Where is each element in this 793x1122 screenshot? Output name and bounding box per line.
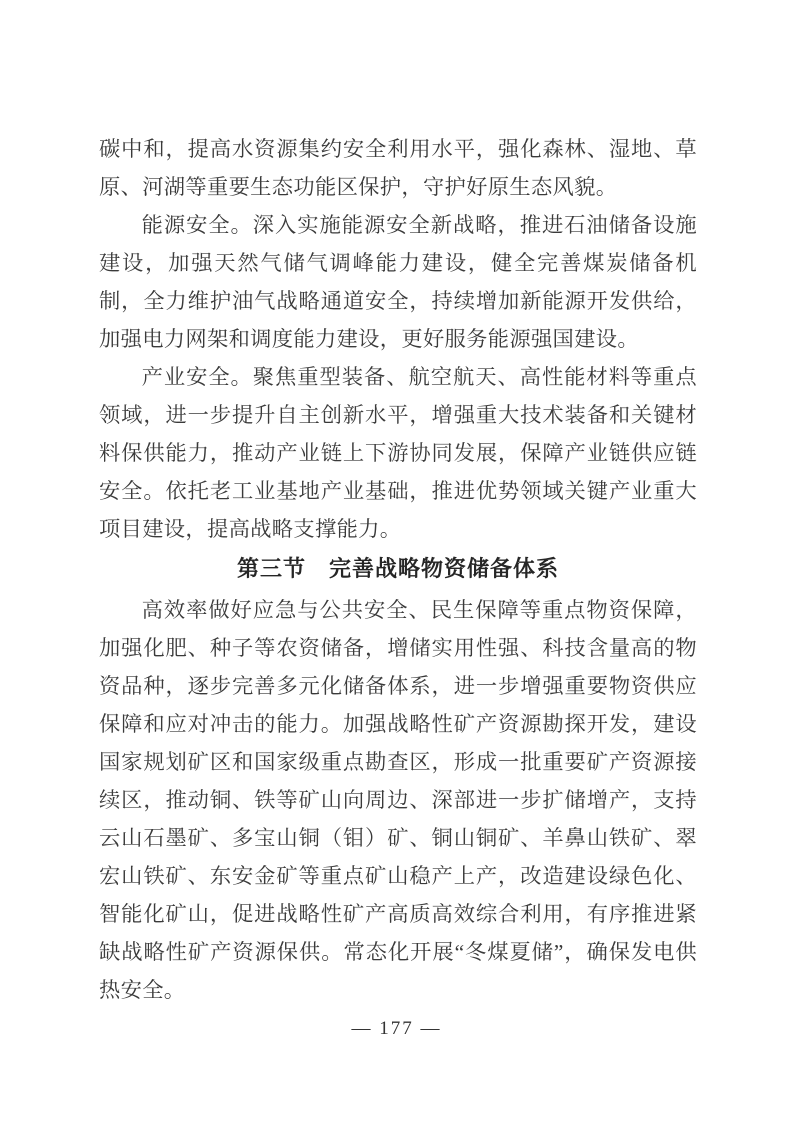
page-number: — 177 —: [351, 1018, 442, 1039]
paragraph-carbon-neutral-continuation: 碳中和，提高水资源集约安全利用水平，强化森林、湿地、草原、河湖等重要生态功能区保护，守护好原生态风貌。: [99, 137, 697, 199]
paragraph-strategic-material-reserves: 高效率做好应急与公共安全、民生保障等重点物资保障，加强化肥、种子等农资储备，增储实用性强、科技含量高的物资品种，逐步完善多元化储备体系，进一步增强重要物资供应保障和应对冲击的能力。加强战略性矿产资源勘探开发，建设国家规划矿区和国家级重点勘查区，形成一批重要矿产资源接续区，推动铜、铁等矿山向周边、深部进一步扩储增产，支持云山石墨矿、多宝山铜（钼）矿、铜山铜矿、羊鼻山铁矿、翠宏山铁矿、东安金矿等重点矿山稳产上产，改造建设绿色化、智能化矿山，促进战略性矿产高质高效综合利用，有序推进紧缺战略性矿产资源保供。常态化开展“冬煤夏储”，确保发电供热安全。: [99, 598, 697, 1002]
section-heading: 第三节 完善战略物资储备体系: [236, 556, 559, 581]
paragraph-industry-security: 产业安全。聚焦重型装备、航空航天、高性能材料等重点领域，进一步提升自主创新水平，增强重大技术装备和关键材料保供能力，推动产业链上下游协同发展，保障产业链供应链安全。依托老工业基地产业基础，推进优势领域关键产业重大项目建设，提高战略支撑能力。: [99, 365, 697, 541]
paragraph-energy-security: 能源安全。深入实施能源安全新战略，推进石油储备设施建设，加强天然气储气调峰能力建设，健全完善煤炭储备机制，全力维护油气战略通道安全，持续增加新能源开发供给，加强电力网架和调度能力建设，更好服务能源强国建设。: [99, 213, 697, 351]
document-body: [99, 130, 697, 1009]
